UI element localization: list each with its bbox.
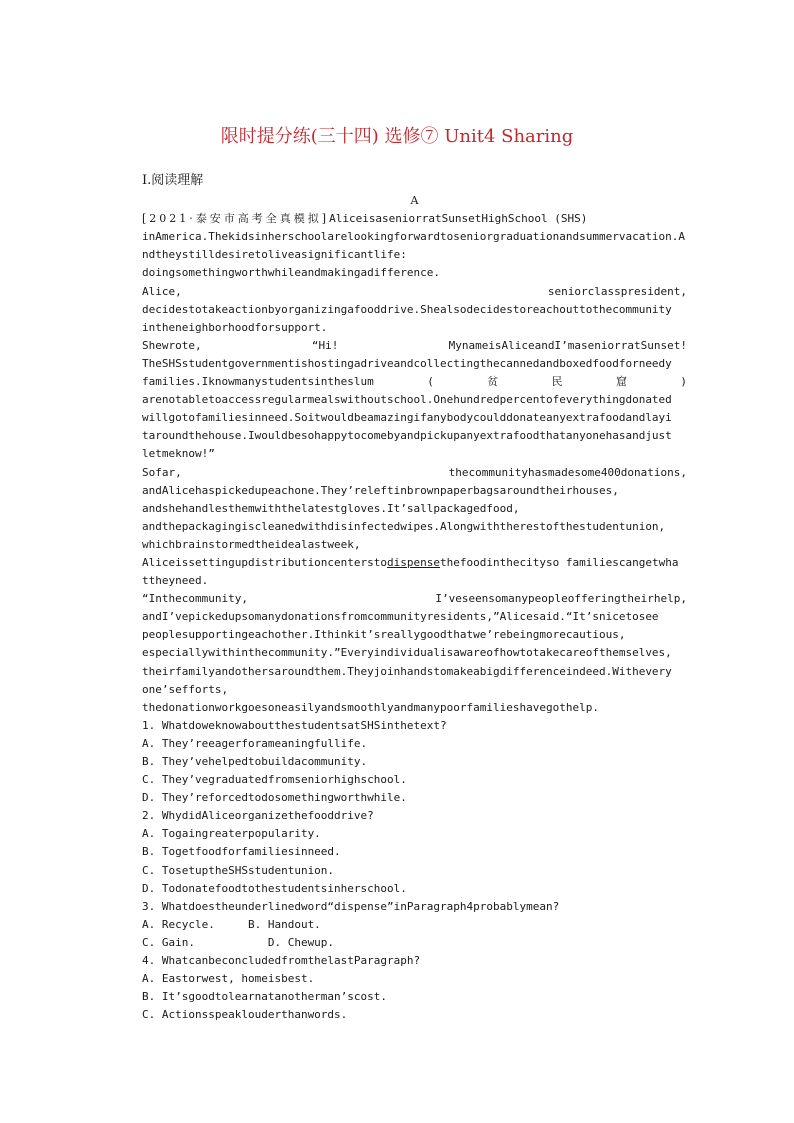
paragraph-text: thecommunityhasmadesome400donations, — [448, 465, 687, 479]
paragraph-text: Alice, — [142, 284, 182, 298]
question-item — [142, 717, 687, 807]
paragraph-text: 贫 — [487, 375, 499, 389]
paragraph-text: MynameisAliceandI’maseniorratSunset! — [448, 338, 687, 352]
paragraph-text: one’sefforts, — [142, 682, 229, 696]
answer-option: A. Eastorwest, homeisbest. — [142, 972, 315, 986]
paragraph-text: Sofar, — [142, 465, 182, 479]
section-heading: Ⅰ.阅读理解 — [142, 173, 204, 188]
paragraph-text: Aliceissettingupdistributioncentersto — [142, 555, 388, 569]
paragraph-text: seniorclasspresident, — [547, 284, 687, 298]
paragraph-1 — [142, 210, 687, 282]
source-tag: [2021·泰安市高考全真模拟] — [142, 212, 330, 226]
answer-option: C. Gain. D. Chewup. — [142, 935, 335, 949]
question-item — [142, 898, 687, 952]
paragraph-text: andI’vepickedupsomanydonationsfromcommunityresidents,”Alicesaid.“It’snicetosee — [142, 610, 659, 624]
paragraph-text: andthepackagingiscleanedwithdisinfectedwipes.Alongwiththerestofthestudentunion, — [142, 519, 666, 533]
question-item — [142, 807, 687, 897]
paragraph-text: peoplesupportingeachother.Ithinkit’sreallygoodthatwe’rebeingmorecautious, — [142, 628, 626, 642]
paragraph-text: TheSHSstudentgovernmentishostingadriveandcollectingthecannedandboxedfoodforneedy — [142, 356, 672, 370]
answer-option: B. It’sgoodtolearnatanotherman’scost. — [142, 990, 388, 1004]
paragraph-text: andshehandlesthemwiththelatestgloves.It’sallpackagedfood, — [142, 501, 520, 515]
paragraph-text: thefoodinthecityso familiescangetwha — [440, 555, 679, 569]
paragraph-text: “Hi! — [311, 338, 339, 352]
paragraph-text: whichbrainstormedtheidealastweek, — [142, 537, 361, 551]
question-stem: 1. WhatdoweknowaboutthestudentsatSHSinthetext? — [142, 718, 447, 732]
questions — [142, 717, 687, 1025]
answer-option: D. They’reforcedtodosomethingworthwhile. — [142, 791, 407, 805]
paragraph-text: especiallywithinthecommunity.”Everyindividualisawareofhowtotakecareofthemselves, — [142, 646, 672, 660]
answer-option: B. Togetfoodforfamiliesinneed. — [142, 845, 341, 859]
paragraph-text: letmeknow!” — [142, 447, 215, 461]
paragraph-text: inAmerica.Thekidsinherschoolarelookingforwardtoseniorgraduationandsummervacation.A — [142, 230, 686, 244]
answer-option: C. TosetuptheSHSstudentunion. — [142, 863, 335, 877]
paragraph-text: AliceisaseniorratSunsetHighSchool (SHS) — [329, 212, 588, 226]
paragraph-4 — [142, 464, 687, 591]
answer-option: B. They’vehelpedtobuildacommunity. — [142, 755, 368, 768]
answer-option: A. Togaingreaterpopularity. — [142, 827, 321, 841]
paragraph-text: thedonationworkgoesoneasilyandsmoothlyandmanypoorfamilieshavegothelp. — [142, 700, 599, 714]
paragraph-text: willgotofamiliesinneed.Soitwouldbeamazingifanybodycoulddonateanyextrafoodandlayi — [142, 411, 672, 425]
paragraph-5 — [142, 590, 687, 717]
paragraph-text: families.Iknowmanystudentsintheslum — [142, 375, 374, 389]
answer-option: C. Actionsspeaklouderthanwords. — [142, 1008, 348, 1022]
answer-option: A. They’reeagerforameaningfullife. — [142, 736, 368, 750]
paragraph-2 — [142, 283, 687, 337]
paragraph-text: arenotabletoaccessregularmealswithoutschool.Onehundredpercentofeverythingdonated — [142, 393, 672, 407]
answer-option: A. Recycle. B. Handout. — [142, 917, 321, 931]
paragraph-text: I’veseensomanypeopleofferingtheirhelp, — [435, 592, 687, 606]
paragraph-text: doingsomethingworthwhileandmakingadifference. — [142, 266, 441, 280]
paragraph-text: Shewrote, — [142, 338, 202, 352]
paragraph-text: decidestotakeactionbyorganizingafooddrive.Shealsodecidestoreachouttothecommunity — [142, 302, 672, 316]
question-item — [142, 952, 687, 1024]
paragraph-text: 窟 — [615, 375, 627, 389]
paragraph-3 — [142, 337, 687, 464]
paragraph-text: 民 — [551, 375, 563, 389]
paragraph-text: ) — [680, 375, 687, 389]
document-content — [142, 172, 687, 1024]
underlined-word: dispense — [387, 555, 441, 569]
paragraph-text: ( — [427, 375, 434, 389]
answer-option: C. They’vegraduatedfromseniorhighschool. — [142, 773, 407, 787]
paragraph-text: intheneighborhoodforsupport. — [142, 320, 328, 334]
passage-label: A — [410, 194, 419, 208]
question-stem: 3. Whatdoestheunderlinedword“dispense”inParagraph4probablymean? — [142, 899, 560, 913]
paragraph-text: “Inthecommunity, — [142, 592, 248, 606]
paragraph-text: ttheyneed. — [142, 574, 209, 588]
page-title: 限时提分练(三十四) 选修⑦ Unit4 Sharing — [220, 126, 574, 147]
paragraph-text: andAlicehaspickedupeachone.They’releftinbrownpaperbagsaroundtheirhouses, — [142, 483, 619, 497]
paragraph-text: taroundthehouse.Iwouldbesohappytocomebyandpickupanyextrafoodthatanyonehasandjust — [142, 429, 672, 443]
answer-option: D. Todonatefoodtothestudentsinherschool. — [142, 881, 407, 895]
paragraph-text: ndtheystilldesiretoliveasignificantlife: — [142, 248, 407, 262]
question-stem: 2. WhydidAliceorganizethefooddrive? — [142, 809, 374, 823]
paragraph-text: theirfamilyandothersaroundthem.Theyjoinhandstomakeabigdifferenceindeed.Withevery — [142, 664, 672, 678]
question-stem: 4. WhatcanbeconcludedfromthelastParagraph? — [142, 954, 421, 968]
